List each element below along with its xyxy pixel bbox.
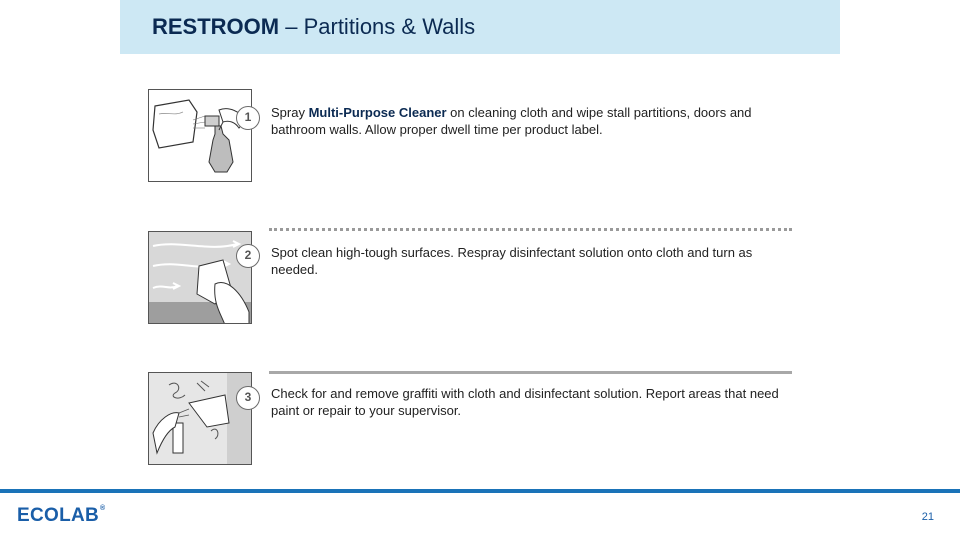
page-title (152, 14, 475, 40)
registered-mark-icon: ® (100, 505, 106, 512)
step-1-illustration (148, 89, 252, 182)
graffiti-removal-illustration (149, 373, 252, 465)
logo-text: ECOLAB (17, 505, 100, 526)
step-1-text-after: on cleaning cloth and wipe stall partitions, doors and bathroom walls. Allow proper dwell time per product label. (271, 105, 752, 137)
step-divider-solid (269, 371, 792, 374)
title-main: RESTROOM (152, 14, 280, 39)
step-1-text-before: Spray (271, 105, 309, 120)
wipe-wall-illustration (149, 232, 252, 324)
step-3-text: Check for and remove graffiti with cloth and disinfectant solution. Report areas that need paint or repair to your supervisor. (271, 386, 779, 418)
spray-cloth-illustration (149, 90, 252, 182)
step-2-text: Spot clean high-tough surfaces. Respray disinfectant solution onto cloth and turn as needed. (271, 245, 753, 277)
step-divider-dotted (269, 228, 792, 231)
step-1-number-badge: 1 (236, 106, 260, 130)
footer-divider (0, 489, 960, 493)
title-bar (120, 0, 840, 54)
step-3-illustration (148, 372, 252, 465)
step-3-number-badge: 3 (236, 386, 260, 410)
step-2-illustration (148, 231, 252, 324)
title-rest: – Partitions & Walls (279, 14, 476, 39)
step-1-text (271, 104, 796, 138)
ecolab-logo (17, 505, 106, 527)
step-2-number-badge: 2 (236, 244, 260, 268)
page-number: 21 (921, 511, 934, 523)
step-1-product-name: Multi-Purpose Cleaner (308, 105, 447, 120)
